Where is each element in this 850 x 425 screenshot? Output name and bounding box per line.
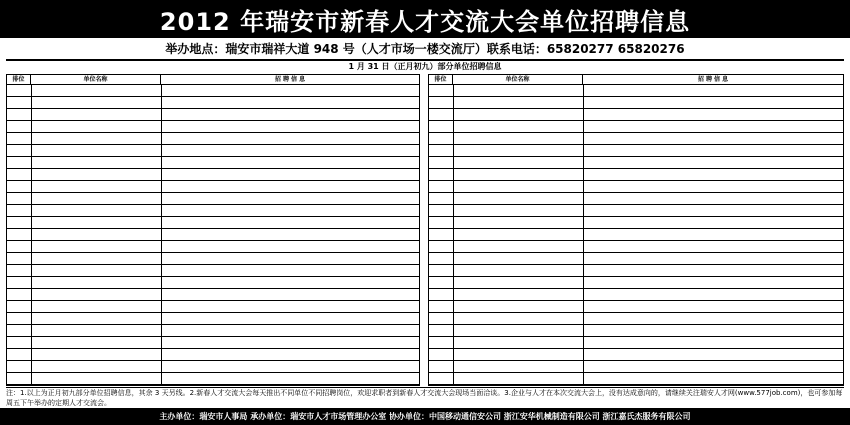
column-divider <box>583 85 584 385</box>
footnote: 注：1.以上为正月初九部分单位招聘信息，其余 3 天另线。2.新春人才交流大会每天推出不同单位不同招聘岗位，欢迎求职者到新春人才交流大会现场当面洽谈。3.企业与人才在本次交流大会上，没有达成意向的，请继续关注瑞安人才网(www.577job.com)，也可参加每周五下午举办的定期人才交流会。 <box>6 389 843 407</box>
column-divider <box>453 85 454 385</box>
column-header-rank: 排位 <box>7 75 31 84</box>
table-body-unreadable <box>429 85 843 385</box>
table-body-unreadable <box>7 85 419 385</box>
table-header <box>429 75 843 85</box>
column-header-jobs: 招 聘 信 息 <box>697 76 729 83</box>
table-header <box>7 75 419 85</box>
session-heading: 1 月 31 日（正月初九）部分单位招聘信息 <box>348 62 502 71</box>
recruitment-table-left <box>6 74 420 386</box>
recruitment-table-right <box>428 74 844 386</box>
organizer-footer: 主办单位：瑞安市人事局 承办单位：瑞安市人才市场管理办公室 协办单位：中国移动通信安公司 浙江安华机械制造有限公司 浙江嘉氏杰服务有限公司 <box>0 408 850 425</box>
column-header-company: 单位名称 <box>31 75 161 84</box>
column-header-rank: 排位 <box>429 75 453 84</box>
column-divider <box>161 85 162 385</box>
column-header-jobs: 招 聘 信 息 <box>274 76 306 83</box>
poster-title: 2012 年瑞安市新春人才交流大会单位招聘信息 <box>0 0 850 38</box>
column-divider <box>31 85 32 385</box>
column-header-company: 单位名称 <box>453 75 583 84</box>
venue-contact-line: 举办地点：瑞安市瑞祥大道 948 号（人才市场一楼交流厅）联系电话：65820277 65820276 <box>165 42 685 56</box>
